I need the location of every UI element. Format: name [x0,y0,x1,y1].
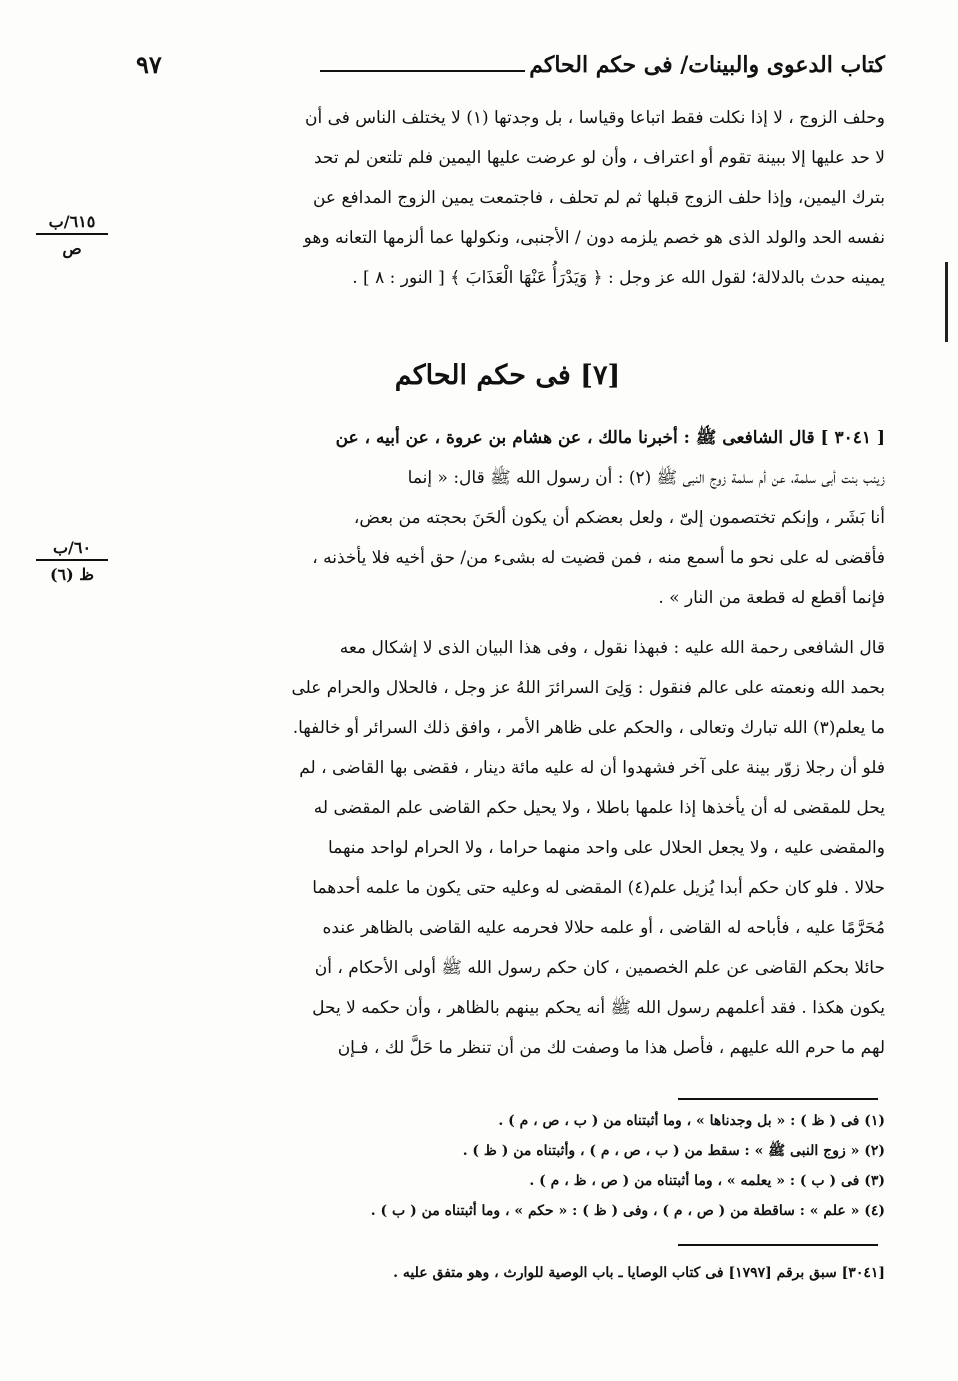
text-line: يمينه حدث بالدلالة؛ لقول الله عز وجل : ﴿ وَيَدْرَأُ عَنْهَا الْعَذَابَ ﴾ [ النور : ٨ ] . [352,268,885,288]
text-line: حلالا . فلو كان حكم أبدا يُزيل علم(٤) المقضى له وعليه حتى يكون ما علمه أحدهما [312,878,885,898]
paragraph-hadith [130,418,885,618]
footnote: (٣) فى ( ب ) : « يعلمه » ، وما أثبتناه من ( ص ، ظ ، م ) . [529,1173,885,1189]
paragraph-lian [130,98,885,298]
text-line: نفسه الحد والولد الذى هو خصم يلزمه دون / الأجنبى، ونكولها عما ألزمها التعانه وهو [303,228,885,248]
text-line: لهم ما حرم الله عليهم ، فأصل هذا ما وصفت لك من أن تنظر ما حَلَّ لك ، فـإن [337,1038,885,1058]
footnotes [130,1106,885,1226]
margin-note-2 [22,538,122,584]
text-line: زينب بنت أبى سلمة، عن أم سلمة زوج النبى ﷺ (٢) : أن رسول الله ﷺ قال: « إنما [407,468,885,488]
text-line: بترك اليمين، وإذا حلف الزوج قبلها ثم لم تحلف ، فاجتمعت يمين الزوج المدافع عن [312,188,885,208]
running-title: كتاب الدعوى والبينات/ فى حكم الحاكم [529,52,885,78]
paragraph-shafii [130,628,885,1068]
margin-note-1 [22,212,122,258]
reference-note: [٣٠٤١] سبق برقم [١٧٩٧] فى كتاب الوصايا ـ باب الوصية للوارث ، وهو متفق عليه . [393,1265,885,1281]
text-line: وحلف الزوج ، لا إذا نكلت فقط اتباعا وقياسا ، بل وجدتها (١) لا يختلف الناس فى أن [304,108,885,128]
text-line: ما يعلم(٣) الله تبارك وتعالى ، والحكم على ظاهر الأمر ، وافق ذلك السرائر أو خالفها. [292,718,885,738]
section-heading: [٧] فى حكم الحاكم [394,360,621,391]
reference-notes [130,1258,885,1288]
page-number: ٩٧ [136,50,162,79]
text-line: بحمد الله ونعمته على عالم فنقول : وَلِىَ السرائرَ اللهُ عز وجل ، فالحلال والحرام على [291,678,885,698]
header-rule [320,70,525,72]
text-line: حائلا بحكم القاضى عن علم الخصمين ، كان حكم رسول الله ﷺ أولى الأحكام ، أن [314,958,885,978]
footnote: (٤) « علم » : ساقطة من ( ص ، م ) ، وفى ( ظ ) : « حكم » ، وما أثبتناه من ( ب ) . [370,1203,885,1219]
text-line: مُحَرَّمًا عليه ، فأباحه له القاضى ، أو علمه حلالا فحرمه عليه القاضى بالظاهر عنده [322,918,885,938]
margin-manuscript: ظ (٦) [49,565,95,584]
text-line: فلو أن رجلا زوّر بينة على آخر فشهدوا أن له عليه مائة دينار ، فقضى بها القاضى ، لم [299,758,885,778]
margin-folio: ٦١٥/ب [36,212,108,235]
reference-rule [678,1244,878,1246]
text-line: لا حد عليها إلا ببينة تقوم أو اعتراف ، وأن لو عرضت عليها اليمين فلم تلتعن لم تحد [313,148,885,168]
margin-folio: ٦٠/ب [36,538,108,561]
margin-manuscript: ص [62,239,82,258]
text-line: فأقضى له على نحو ما أسمع منه ، فمن قضيت له بشىء من/ حق أخيه فلا يأخذنه ، [312,548,885,568]
text-line: يكون هكذا . فقد أعلمهم رسول الله ﷺ أنه يحكم بينهم بالظاهر ، وأن حكمه لا يحل [312,998,885,1018]
text-line: يحل للمقضى له أن يأخذها إذا علمها باطلا ، ولا يحيل حكم القاضى علم المقضى له [313,798,885,818]
footnote-rule [678,1098,878,1100]
footnote: (١) فى ( ظ ) : « بل وجدناها » ، وما أثبتناه من ( ب ، ص ، م ) . [498,1113,885,1129]
margin-bar [945,262,948,342]
footnote: (٢) « زوج النبى ﷺ » : سقط من ( ب ، ص ، م ) ، وأثبتناه من ( ظ ) . [462,1143,885,1159]
text-line: والمقضى عليه ، ولا يجعل الحلال على واحد منهما حراما ، ولا الحرام لواحد منهما [327,838,885,858]
text-line: فإنما أقطع له قطعة من النار » . [658,588,885,608]
text-line: [ ٣٠٤١ ] قال الشافعى ﷺ : أخبرنا مالك ، عن هشام بن عروة ، عن أبيه ، عن [335,428,885,448]
running-header [130,48,885,88]
text-line: قال الشافعى رحمة الله عليه : فبهذا نقول ، وفى هذا البيان الذى لا إشكال معه [339,638,885,658]
text-line: أنا بَشَر ، وإنكم تختصمون إلىّ ، ولعل بعضكم أن يكون ألحَنَ بحجته من بعض، [353,508,885,528]
